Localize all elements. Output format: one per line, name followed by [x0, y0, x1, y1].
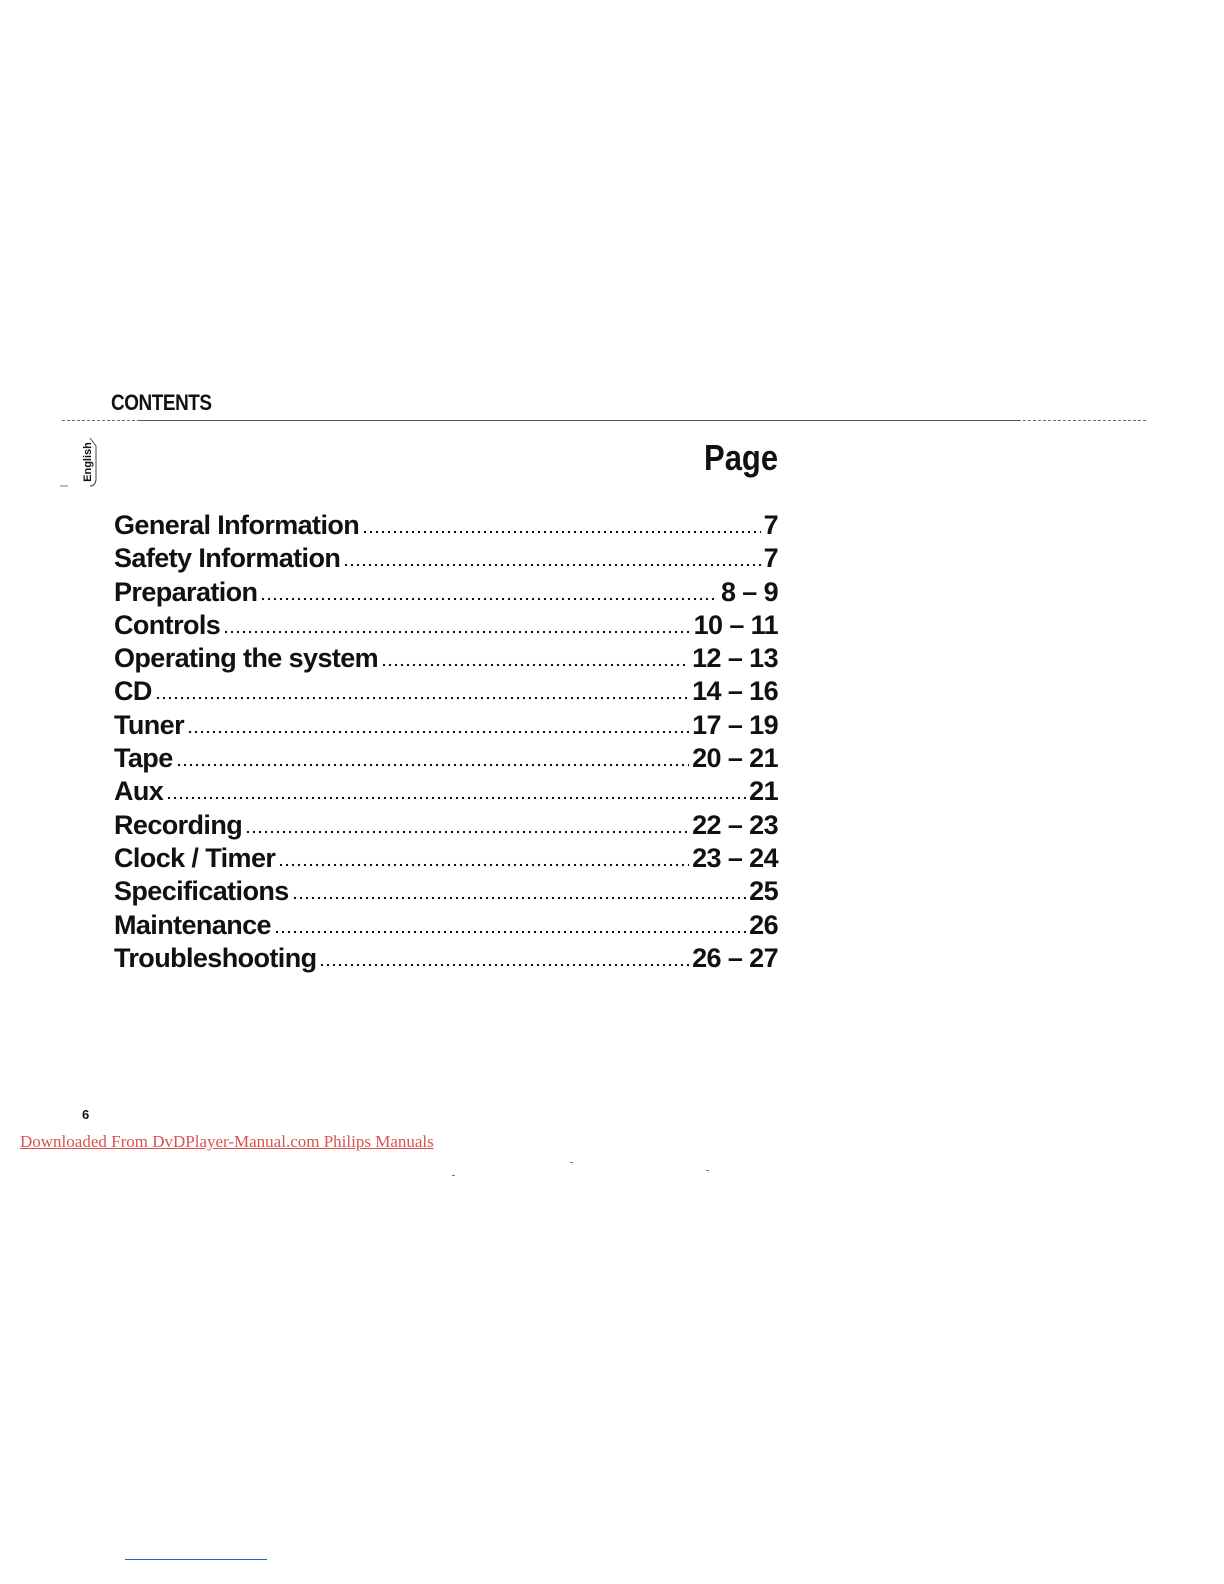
language-tab-label: English [82, 442, 94, 482]
toc-entry-page: 25 [749, 876, 778, 907]
toc-entry [114, 943, 778, 976]
header-divider [140, 420, 1020, 421]
toc-entry-title: Recording [114, 809, 243, 840]
toc-entry [114, 843, 778, 876]
toc-dot-leader [166, 796, 746, 800]
toc-dot-leader [223, 630, 690, 634]
toc-entry [114, 610, 778, 643]
toc-dot-leader [381, 663, 689, 667]
toc-entry-title: General Information [114, 510, 360, 540]
toc-entry-title: Tape [114, 743, 173, 774]
toc-entry [114, 776, 778, 809]
toc-entry [114, 810, 778, 843]
toc-entry-page: 22 – 23 [692, 809, 778, 840]
section-title: CONTENTS [111, 390, 212, 415]
toc-dot-leader [187, 730, 689, 734]
toc-entry-title: CD [114, 676, 152, 707]
toc-entry-page: 17 – 19 [692, 709, 778, 740]
toc-entry [114, 676, 778, 709]
toc-entry-page: 23 – 24 [692, 842, 778, 873]
toc-entry [114, 643, 778, 676]
toc-entry [114, 910, 778, 943]
toc-entry-title: Troubleshooting [114, 942, 317, 973]
toc-dot-leader [292, 896, 747, 900]
toc-dot-leader [176, 763, 689, 767]
toc-entry-page: 14 – 16 [692, 676, 778, 707]
toc-entry [114, 743, 778, 776]
toc-dot-leader [362, 530, 760, 534]
toc-dot-leader [155, 696, 689, 700]
table-of-contents [114, 510, 778, 976]
toc-entry-page: 7 [763, 510, 778, 540]
toc-entry-page: 20 – 21 [692, 743, 778, 774]
footer-underline [125, 1559, 267, 1560]
toc-entry-page: 8 – 9 [720, 576, 778, 607]
toc-entry-page: 21 [749, 776, 778, 807]
toc-dot-leader [278, 863, 689, 867]
scan-speck [706, 1170, 709, 1171]
toc-entry-title: Clock / Timer [114, 842, 276, 873]
toc-entry-title: Safety Information [114, 543, 341, 574]
toc-entry-title: Specifications [114, 876, 289, 907]
toc-dot-leader [343, 563, 760, 567]
toc-entry-title: Preparation [114, 576, 258, 607]
toc-entry-page: 26 [749, 909, 778, 940]
toc-entry-title: Maintenance [114, 909, 271, 940]
toc-entry [114, 510, 778, 543]
toc-dot-leader [245, 830, 689, 834]
scan-speck [570, 1162, 573, 1163]
toc-entry-page: 12 – 13 [692, 643, 778, 674]
toc-entry-title: Tuner [114, 709, 184, 740]
toc-dot-leader [274, 930, 746, 934]
toc-entry-title: Operating the system [114, 643, 379, 674]
toc-entry [114, 876, 778, 909]
toc-entry-title: Aux [114, 776, 164, 807]
toc-entry-page: 7 [763, 543, 778, 574]
toc-entry-page: 10 – 11 [693, 609, 778, 640]
toc-entry-title: Controls [114, 609, 221, 640]
scan-speck [452, 1175, 455, 1176]
toc-entry-page: 26 – 27 [692, 942, 778, 973]
toc-entry [114, 710, 778, 743]
toc-entry [114, 543, 778, 576]
toc-entry [114, 577, 778, 610]
toc-dot-leader [319, 963, 689, 967]
download-source-link[interactable]: Downloaded From DvDPlayer-Manual.com Philips Manuals [20, 1132, 434, 1151]
toc-dot-leader [260, 597, 717, 601]
page-column-heading: Page [703, 437, 778, 478]
page-number: 6 [82, 1107, 90, 1122]
